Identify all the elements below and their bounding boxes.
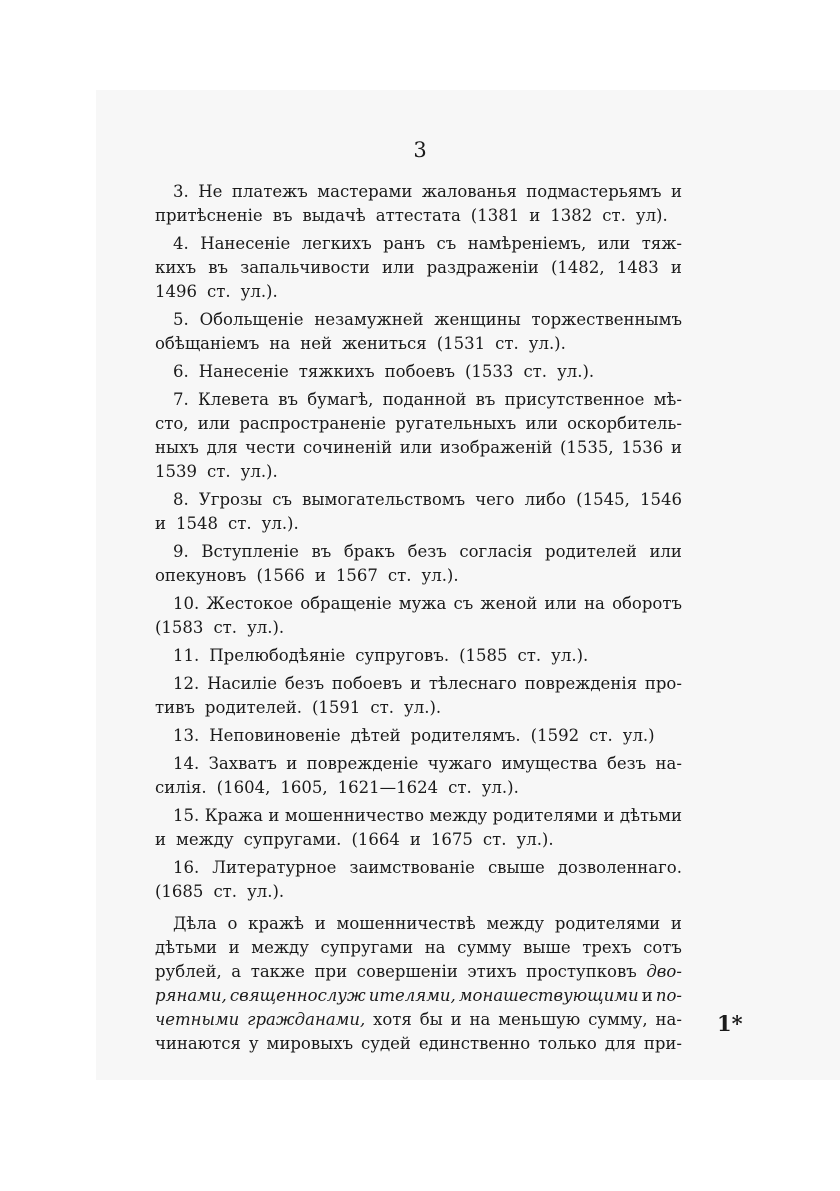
word: мастерами xyxy=(317,182,413,201)
word: сто, xyxy=(155,414,189,433)
word: выше xyxy=(523,938,571,957)
word: 12. xyxy=(173,674,200,693)
word: священнослуж xyxy=(229,986,366,1005)
word: про- xyxy=(644,674,682,693)
text-line xyxy=(155,984,682,1008)
word: Нанесеніе xyxy=(200,234,291,253)
word: 1567 xyxy=(335,566,378,585)
word: по- xyxy=(655,986,682,1005)
word: рянами, xyxy=(155,986,227,1005)
word: и xyxy=(155,514,166,533)
word: ул.). xyxy=(528,334,566,353)
word: ул.). xyxy=(240,282,278,301)
word: Обольщеніе xyxy=(199,310,304,329)
word: между xyxy=(251,938,309,957)
word: 15. xyxy=(173,806,200,825)
list-item xyxy=(155,856,682,904)
word: (1664 xyxy=(351,830,400,849)
word: ул.). xyxy=(557,362,595,381)
word: Дѣла xyxy=(173,914,217,933)
word: 5. xyxy=(173,310,189,329)
word: ст. xyxy=(370,698,395,717)
word: легкихъ xyxy=(301,234,372,253)
word: 8. xyxy=(173,490,189,509)
word: присутственное xyxy=(504,390,645,409)
word: и xyxy=(670,438,682,457)
word: ул.). xyxy=(247,882,285,901)
word: сочиненій xyxy=(302,438,393,457)
word: о xyxy=(227,914,238,933)
word: поврежденія xyxy=(524,674,638,693)
word: ныхъ xyxy=(155,438,199,457)
text-line xyxy=(155,616,682,640)
word: и xyxy=(603,806,615,825)
list-item xyxy=(155,804,682,852)
word: 10. xyxy=(173,594,200,613)
text-line xyxy=(155,436,682,460)
word: Насиліе xyxy=(207,674,278,693)
word: сумму xyxy=(457,938,512,957)
text-line xyxy=(155,360,682,384)
text-line xyxy=(155,592,682,616)
list-item xyxy=(155,308,682,356)
text-line xyxy=(155,644,682,668)
word: и xyxy=(641,986,653,1005)
word: и xyxy=(155,830,166,849)
word: поврежденіе xyxy=(306,754,419,773)
word: ст. xyxy=(517,646,542,665)
text-line xyxy=(155,332,682,356)
word: мужа xyxy=(398,594,447,613)
word: совершеніи xyxy=(356,962,458,981)
word: запальчивости xyxy=(240,258,370,277)
word: на xyxy=(424,938,446,957)
word: либо xyxy=(524,490,566,509)
text-line xyxy=(155,280,682,304)
word: ителями, xyxy=(368,986,456,1005)
word: дво- xyxy=(646,962,682,981)
word: (1381 xyxy=(470,206,520,225)
word: чужаго xyxy=(427,754,492,773)
word: обращеніе xyxy=(300,594,392,613)
word: тяж- xyxy=(641,234,682,253)
text-line xyxy=(155,488,682,512)
text-line xyxy=(155,912,682,936)
word: и xyxy=(409,830,421,849)
word: Нанесеніе xyxy=(198,362,289,381)
word: поданной xyxy=(382,390,467,409)
word: и xyxy=(410,674,422,693)
word: 16. xyxy=(173,858,200,877)
word: монашествующими xyxy=(458,986,639,1005)
word: 6. xyxy=(173,362,189,381)
word: проступковъ xyxy=(526,962,637,981)
text-line xyxy=(155,512,682,536)
word: ст. xyxy=(387,566,412,585)
word: и xyxy=(314,914,326,933)
list-item xyxy=(155,360,682,384)
text-line xyxy=(155,388,682,412)
text-column xyxy=(155,180,682,1056)
word: 13. xyxy=(173,726,200,745)
word: дѣтьми xyxy=(155,938,218,957)
word: мошенничество xyxy=(284,806,425,825)
word: мировыхъ xyxy=(266,1034,354,1053)
word: (1535, xyxy=(559,438,614,457)
text-line xyxy=(155,1032,682,1056)
word: чинаются xyxy=(155,1034,241,1053)
word: 3. xyxy=(173,182,189,201)
word: или xyxy=(649,542,682,561)
text-line xyxy=(155,804,682,828)
word: Прелюбодѣяніе xyxy=(209,646,346,665)
word: мошенничествѣ xyxy=(336,914,476,933)
list-item xyxy=(155,672,682,720)
text-line xyxy=(155,672,682,696)
word: свыше xyxy=(487,858,545,877)
word: подмастерьямъ xyxy=(526,182,662,201)
word: въ xyxy=(278,390,298,409)
word: 14. xyxy=(173,754,200,773)
word: между xyxy=(486,914,545,933)
word: ул.). xyxy=(481,778,519,797)
word: ст. xyxy=(523,362,548,381)
word: родителямъ. xyxy=(410,726,521,745)
word: или xyxy=(525,414,558,433)
word: ней xyxy=(300,334,332,353)
word: ст. xyxy=(213,882,238,901)
word: и xyxy=(529,206,541,225)
word: между xyxy=(176,830,234,849)
word: ул.). xyxy=(551,646,589,665)
text-line xyxy=(155,540,682,564)
word: родителями xyxy=(554,914,661,933)
word: на xyxy=(269,334,291,353)
text-line xyxy=(155,460,682,484)
word: (1531 xyxy=(436,334,486,353)
word: дѣтьми xyxy=(619,806,682,825)
closing-paragraph xyxy=(155,912,682,1056)
word: намѣреніемъ, xyxy=(467,234,587,253)
word: или xyxy=(381,258,415,277)
text-line xyxy=(155,696,682,720)
word: (1604, xyxy=(216,778,271,797)
word: обѣщаніемъ xyxy=(155,334,260,353)
page-number: 3 xyxy=(413,138,427,162)
text-line xyxy=(155,564,682,588)
word: изображеній xyxy=(439,438,553,457)
word: 7. xyxy=(173,390,189,409)
word: на xyxy=(469,1010,491,1029)
list-item xyxy=(155,752,682,800)
word: женой xyxy=(480,594,538,613)
word: также xyxy=(250,962,305,981)
word: тивъ xyxy=(155,698,195,717)
word: 4. xyxy=(173,234,189,253)
word: или xyxy=(197,414,231,433)
word: въ xyxy=(272,206,293,225)
word: при xyxy=(314,962,348,981)
word: ул.). xyxy=(240,462,278,481)
word: только xyxy=(538,1034,597,1053)
word: ул.). xyxy=(516,830,554,849)
text-line xyxy=(155,724,682,748)
word: или xyxy=(597,234,631,253)
word: кихъ xyxy=(155,258,197,277)
word: ст. xyxy=(207,462,231,481)
word: или xyxy=(544,594,577,613)
word: ул). xyxy=(635,206,668,225)
word: 1605, xyxy=(280,778,328,797)
list-item xyxy=(155,232,682,304)
word: (1585 xyxy=(459,646,508,665)
list-item xyxy=(155,724,682,748)
word: оборотъ xyxy=(612,594,682,613)
word: (1533 xyxy=(465,362,514,381)
word: мѣ- xyxy=(653,390,682,409)
word: бракъ xyxy=(343,542,395,561)
list-item xyxy=(155,180,682,228)
text-line xyxy=(155,204,682,228)
word: трехъ xyxy=(582,938,632,957)
word: побоевъ xyxy=(384,362,455,381)
word: ст. xyxy=(213,618,238,637)
list-item xyxy=(155,388,682,484)
word: 1483 xyxy=(616,258,659,277)
word: (1482, xyxy=(550,258,605,277)
word: (1545, xyxy=(576,490,630,509)
word: жениться xyxy=(341,334,427,353)
word: бы xyxy=(419,1010,443,1029)
word: заимствованіе xyxy=(349,858,475,877)
word: съ xyxy=(436,234,457,253)
word: ст. xyxy=(602,206,626,225)
word: Жестокое xyxy=(206,594,294,613)
word: ст. xyxy=(495,334,519,353)
text-line xyxy=(155,828,682,852)
word: ст. xyxy=(448,778,472,797)
word: ул.). xyxy=(404,698,442,717)
word: гражданами, xyxy=(247,1010,366,1029)
word: родителями xyxy=(492,806,598,825)
word: родителей xyxy=(545,542,637,561)
word: ул.). xyxy=(261,514,299,533)
word: 1539 xyxy=(155,462,197,481)
word: (1566 xyxy=(256,566,305,585)
word: 1675 xyxy=(430,830,473,849)
word: ругательныхъ xyxy=(395,414,517,433)
word: ул.) xyxy=(622,726,655,745)
word: аттестата xyxy=(375,206,461,225)
word: единственно xyxy=(418,1034,531,1053)
word: четными xyxy=(155,1010,240,1029)
word: ул.). xyxy=(247,618,285,637)
word: на xyxy=(584,594,605,613)
word: опекуновъ xyxy=(155,566,247,585)
word: 1548 xyxy=(176,514,218,533)
list-item xyxy=(155,488,682,536)
word: Кража xyxy=(204,806,263,825)
word: торжественнымъ xyxy=(531,310,682,329)
word: и xyxy=(670,258,682,277)
text-line xyxy=(155,752,682,776)
list-item xyxy=(155,644,682,668)
word: 1382 xyxy=(550,206,593,225)
word: притѣсненіе xyxy=(155,206,263,225)
word: жалованья xyxy=(421,182,517,201)
text-line xyxy=(155,1008,682,1032)
text-line xyxy=(155,880,682,904)
word: рублей, xyxy=(155,962,222,981)
word: безъ xyxy=(284,674,325,693)
text-line xyxy=(155,856,682,880)
word: тѣлеснаго xyxy=(428,674,517,693)
word: хотя xyxy=(373,1010,412,1029)
word: 9. xyxy=(173,542,189,561)
word: для xyxy=(604,1034,636,1053)
word: меньшую xyxy=(498,1010,581,1029)
word: сумму, xyxy=(588,1010,648,1029)
word: у xyxy=(248,1034,259,1053)
word: ст. xyxy=(207,282,231,301)
word: на- xyxy=(655,754,682,773)
word: ст. xyxy=(228,514,252,533)
list-item xyxy=(155,540,682,588)
word: раздраженіи xyxy=(426,258,539,277)
text-line xyxy=(155,412,682,436)
word: (1592 xyxy=(530,726,580,745)
word: супруговъ. xyxy=(355,646,450,665)
text-line xyxy=(155,936,682,960)
word: имущества xyxy=(501,754,598,773)
word: силія. xyxy=(155,778,207,797)
word: и xyxy=(314,566,326,585)
word: въ xyxy=(311,542,332,561)
word: распространеніе xyxy=(239,414,387,433)
word: Неповиновеніе xyxy=(209,726,341,745)
word: или xyxy=(399,438,433,457)
word: ст. xyxy=(589,726,613,745)
word: 1496 xyxy=(155,282,197,301)
word: сотъ xyxy=(643,938,682,957)
text-line xyxy=(155,776,682,800)
word: 1546 xyxy=(639,490,682,509)
word: ранъ xyxy=(383,234,426,253)
printer-signature-mark: 1* xyxy=(717,1011,743,1036)
word: выдачѣ xyxy=(302,206,366,225)
word: супругами. xyxy=(243,830,342,849)
word: въ xyxy=(475,390,496,409)
word: ст. xyxy=(482,830,507,849)
word: вымогательствомъ xyxy=(302,490,466,509)
list-item xyxy=(155,592,682,640)
word: (1583 xyxy=(155,618,204,637)
text-line xyxy=(155,232,682,256)
word: въ xyxy=(208,258,229,277)
word: дѣтей xyxy=(350,726,401,745)
word: родителей. xyxy=(204,698,302,717)
word: чего xyxy=(475,490,515,509)
word: и xyxy=(670,182,682,201)
word: (1685 xyxy=(155,882,204,901)
word: а xyxy=(231,962,242,981)
word: ул.). xyxy=(421,566,459,585)
word: чести xyxy=(245,438,296,457)
word: этихъ xyxy=(467,962,517,981)
word: 11. xyxy=(173,646,200,665)
word: Клевета xyxy=(197,390,269,409)
word: незамужней xyxy=(314,310,424,329)
word: и xyxy=(228,938,240,957)
word: Литературное xyxy=(212,858,337,877)
text-line xyxy=(155,960,682,984)
word: 1621—1624 xyxy=(337,778,439,797)
word: на- xyxy=(655,1010,682,1029)
word: оскорбитель- xyxy=(567,414,682,433)
word: безъ xyxy=(407,542,447,561)
word: кражѣ xyxy=(248,914,304,933)
text-line xyxy=(155,256,682,280)
word: платежъ xyxy=(231,182,308,201)
text-line xyxy=(155,180,682,204)
word: безъ xyxy=(606,754,647,773)
word: женщины xyxy=(434,310,521,329)
word: и xyxy=(670,914,682,933)
word: Не xyxy=(198,182,223,201)
word: съ xyxy=(272,490,292,509)
word: бумагѣ, xyxy=(307,390,374,409)
word: согласія xyxy=(459,542,533,561)
word: дозволеннаго. xyxy=(557,858,682,877)
word: супругами xyxy=(320,938,414,957)
word: для xyxy=(206,438,238,457)
word: при- xyxy=(643,1034,682,1053)
word: между xyxy=(429,806,488,825)
word: судей xyxy=(361,1034,411,1053)
word: Захватъ xyxy=(208,754,277,773)
word: и xyxy=(268,806,280,825)
word: тяжкихъ xyxy=(298,362,375,381)
word: и xyxy=(286,754,298,773)
word: (1591 xyxy=(311,698,361,717)
text-line xyxy=(155,308,682,332)
word: Угрозы xyxy=(198,490,263,509)
word: съ xyxy=(453,594,474,613)
word: 1536 xyxy=(621,438,664,457)
word: побоевъ xyxy=(331,674,403,693)
word: Вступленіе xyxy=(201,542,299,561)
word: и xyxy=(450,1010,462,1029)
